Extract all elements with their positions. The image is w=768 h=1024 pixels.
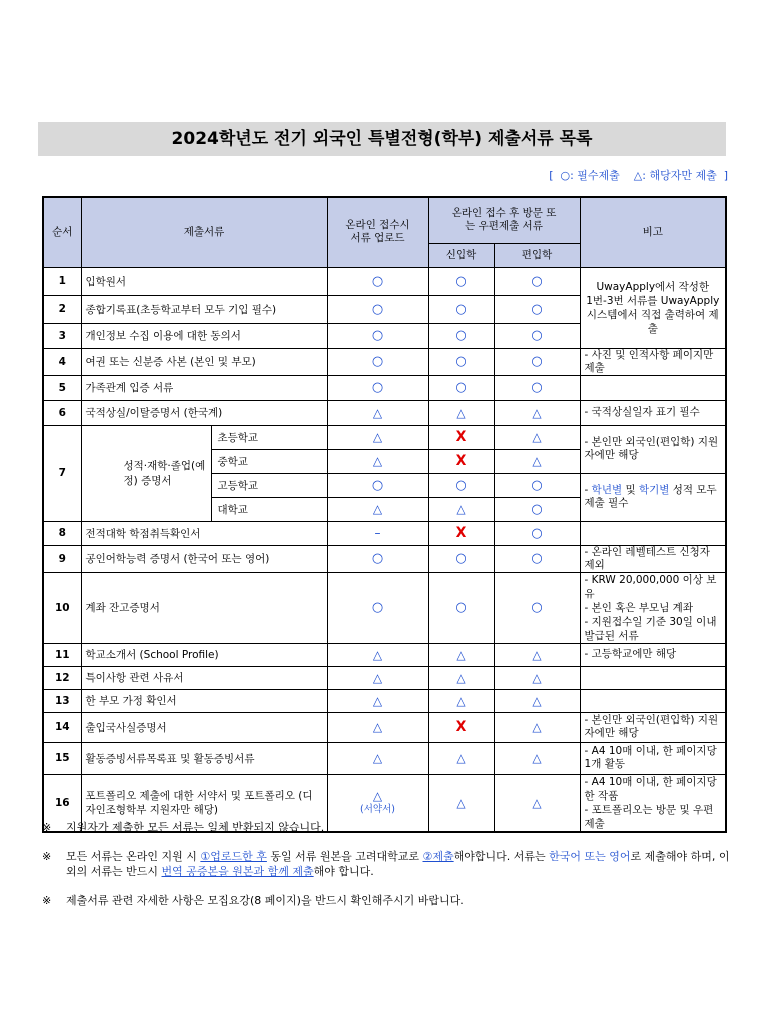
table-row: 5 가족관계 입증 서류 ○ ○ ○ <box>43 375 726 400</box>
required-mark: ○ <box>455 551 467 566</box>
note-1: ※ 지원자가 제출한 모든 서류는 일체 반환되지 않습니다. <box>42 821 325 834</box>
required-mark: ○ <box>531 328 543 343</box>
conditional-mark: △ <box>532 454 542 468</box>
table-row: 3 개인정보 수집 이용에 대한 동의서 ○ ○ ○ <box>43 323 726 348</box>
required-mark: ○ <box>531 501 543 517</box>
table-row: 4 여권 또는 신분증 사본 (본인 및 부모) ○ ○ ○ - 사진 및 인적사항 페이지만 제출 <box>43 348 726 375</box>
conditional-mark: △ <box>456 693 466 708</box>
conditional-mark: △ <box>532 670 542 685</box>
header-no: 순서 <box>43 197 81 267</box>
required-mark: ○ <box>455 600 467 615</box>
conditional-mark: △ <box>532 720 542 734</box>
table-row: 15 활동증빙서류목록표 및 활동증빙서류 △ △ △ - A4 10매 이내, 한 페이지당 1개 활동 <box>43 742 726 774</box>
conditional-mark: △ <box>532 405 542 420</box>
conditional-mark: △ <box>532 751 542 765</box>
required-mark: ○ <box>455 273 467 289</box>
table-row: 6 국적상실/이탈증명서 (한국계) △ △ △ - 국적상실일자 표기 필수 <box>43 400 726 425</box>
table-row: 11 학교소개서 (School Profile) △ △ △ - 고등학교에만 해당 <box>43 643 726 666</box>
table-row: 8 전적대학 학점취득확인서 – X ○ <box>43 521 726 545</box>
dash-mark: – <box>374 526 381 540</box>
table-row: 13 한 부모 가정 확인서 △ △ △ <box>43 689 726 712</box>
remark-grades: - 학년별 및 학기별 성적 모두 제출 필수 <box>580 473 726 521</box>
remark-uway: UwayApply에서 작성한 1번-3번 서류를 UwayApply 시스템에서 직접 출력하여 제출 <box>580 267 726 348</box>
conditional-mark: △ <box>456 670 466 685</box>
conditional-mark: △ <box>372 502 383 516</box>
required-mark: ○ <box>455 354 467 369</box>
page-title: 2024학년도 전기 외국인 특별전형(학부) 제출서류 목록 <box>38 122 726 156</box>
required-mark: ○ <box>531 301 543 317</box>
not-required-mark: X <box>455 525 467 541</box>
required-mark: ○ <box>371 600 384 615</box>
required-mark: ○ <box>531 600 543 615</box>
conditional-mark: △ <box>372 647 383 662</box>
conditional-mark: △ <box>456 795 466 810</box>
required-mark: ○ <box>371 380 384 395</box>
conditional-mark: △ <box>372 670 383 685</box>
table-row: 14 출입국사실증명서 △ X △ - 본인만 외국인(편입학) 지원자에만 해당 <box>43 712 726 742</box>
conditional-mark: △ <box>456 751 466 765</box>
notes <box>42 820 732 920</box>
required-mark: ○ <box>371 551 384 566</box>
table-row: 1 입학원서 ○ ○ ○ UwayApply에서 작성한 1번-3번 서류를 UwayApply 시스템에서 직접 출력하여 제출 <box>43 267 726 295</box>
conditional-mark: △ <box>456 405 466 420</box>
not-required-mark: X <box>455 429 467 445</box>
required-mark: ○ <box>371 273 384 289</box>
conditional-mark: △ <box>456 647 466 662</box>
table-row: 대학교 △ △ ○ <box>43 497 726 521</box>
required-mark: ○ <box>531 354 543 369</box>
conditional-mark: △ <box>532 693 542 708</box>
remark-portfolio: - A4 10매 이내, 한 페이지당 한 작품 - 포트폴리오는 방문 및 우편제출 <box>580 774 726 832</box>
required-mark: ○ <box>455 477 467 493</box>
not-required-mark: X <box>455 719 467 735</box>
required-mark: ○ <box>531 477 543 493</box>
table-row: 12 특이사항 관련 사유서 △ △ △ <box>43 666 726 689</box>
required-mark: ○ <box>531 380 543 395</box>
conditional-mark: △ <box>372 454 383 468</box>
required-mark: ○ <box>371 301 384 317</box>
legend: [ ○: 필수제출 △: 해당자만 제출 ] <box>549 169 728 182</box>
header-remark: 비고 <box>580 197 726 267</box>
required-mark: ○ <box>531 525 543 541</box>
required-mark: ○ <box>531 551 543 566</box>
table-row: 10 계좌 잔고증명서 ○ ○ ○ - KRW 20,000,000 이상 보유 - 본인 혹은 부모님 계좌 - 지원접수일 기준 30일 이내 발급된 서류 <box>43 572 726 643</box>
conditional-mark: △ <box>532 430 542 444</box>
required-mark: ○ <box>455 380 467 395</box>
table-row: 중학교 △ X △ <box>43 449 726 473</box>
table-row: 16 포트폴리오 제출에 대한 서약서 및 포트폴리오 (디자인조형학부 지원자만 해당) △ (서약서) △ △ - A4 10매 이내, 한 페이지당 한 작품 - 포트폴리오는 방문 및 우편제출 <box>43 774 726 832</box>
conditional-mark: △ <box>372 751 383 765</box>
remark-balance: - KRW 20,000,000 이상 보유 - 본인 혹은 부모님 계좌 - 지원접수일 기준 30일 이내 발급된 서류 <box>580 572 726 643</box>
conditional-mark: △ <box>372 430 383 444</box>
conditional-mark: △ <box>532 647 542 662</box>
conditional-mark: △ <box>372 405 383 420</box>
header-post: 온라인 접수 후 방문 또는 우편제출 서류 <box>428 197 580 243</box>
required-mark: ○ <box>371 354 384 369</box>
header-transfer: 편입학 <box>494 243 580 267</box>
pledge-label: (서약서) <box>360 803 395 815</box>
conditional-mark: △ <box>372 693 383 708</box>
conditional-mark: △ <box>372 788 383 803</box>
conditional-mark: △ <box>532 795 542 810</box>
table-row: 9 공인어학능력 증명서 (한국어 또는 영어) ○ ○ ○ - 온라인 레벨테스트 신청자 제외 <box>43 545 726 572</box>
required-mark: ○ <box>371 477 384 493</box>
conditional-mark: △ <box>372 720 383 734</box>
table-row: 7 성적·재학·졸업(예정) 증명서 초등학교 △ X △ - 본인만 외국인(편입학) 지원자에만 해당 <box>43 425 726 449</box>
conditional-mark: △ <box>456 502 466 516</box>
table-row: 고등학교 ○ ○ ○ - 학년별 및 학기별 성적 모두 제출 필수 <box>43 473 726 497</box>
required-mark: ○ <box>455 328 467 343</box>
documents-table <box>42 196 727 833</box>
table-row: 2 종합기록표(초등학교부터 모두 기입 필수) ○ ○ ○ <box>43 295 726 323</box>
required-mark: ○ <box>371 328 384 343</box>
header-new: 신입학 <box>428 243 494 267</box>
not-required-mark: X <box>455 453 467 469</box>
header-online: 온라인 접수시 서류 업로드 <box>327 197 428 267</box>
header-doc: 제출서류 <box>81 197 327 267</box>
required-mark: ○ <box>455 301 467 317</box>
note-2: ※ 모든 서류는 온라인 지원 시 ①업로드한 후 동일 서류 원본을 고려대학교로 ②제출해야합니다. 서류는 한국어 또는 영어로 제출해야 하며, 이외의 서류는 반드시 번역 공증본을 원본과 함께 제출해야 합니다. <box>42 850 730 878</box>
required-mark: ○ <box>531 273 543 289</box>
note-3: ※ 제출서류 관련 자세한 사항은 모집요강(8 페이지)을 반드시 확인해주시기 바랍니다. <box>42 894 464 907</box>
